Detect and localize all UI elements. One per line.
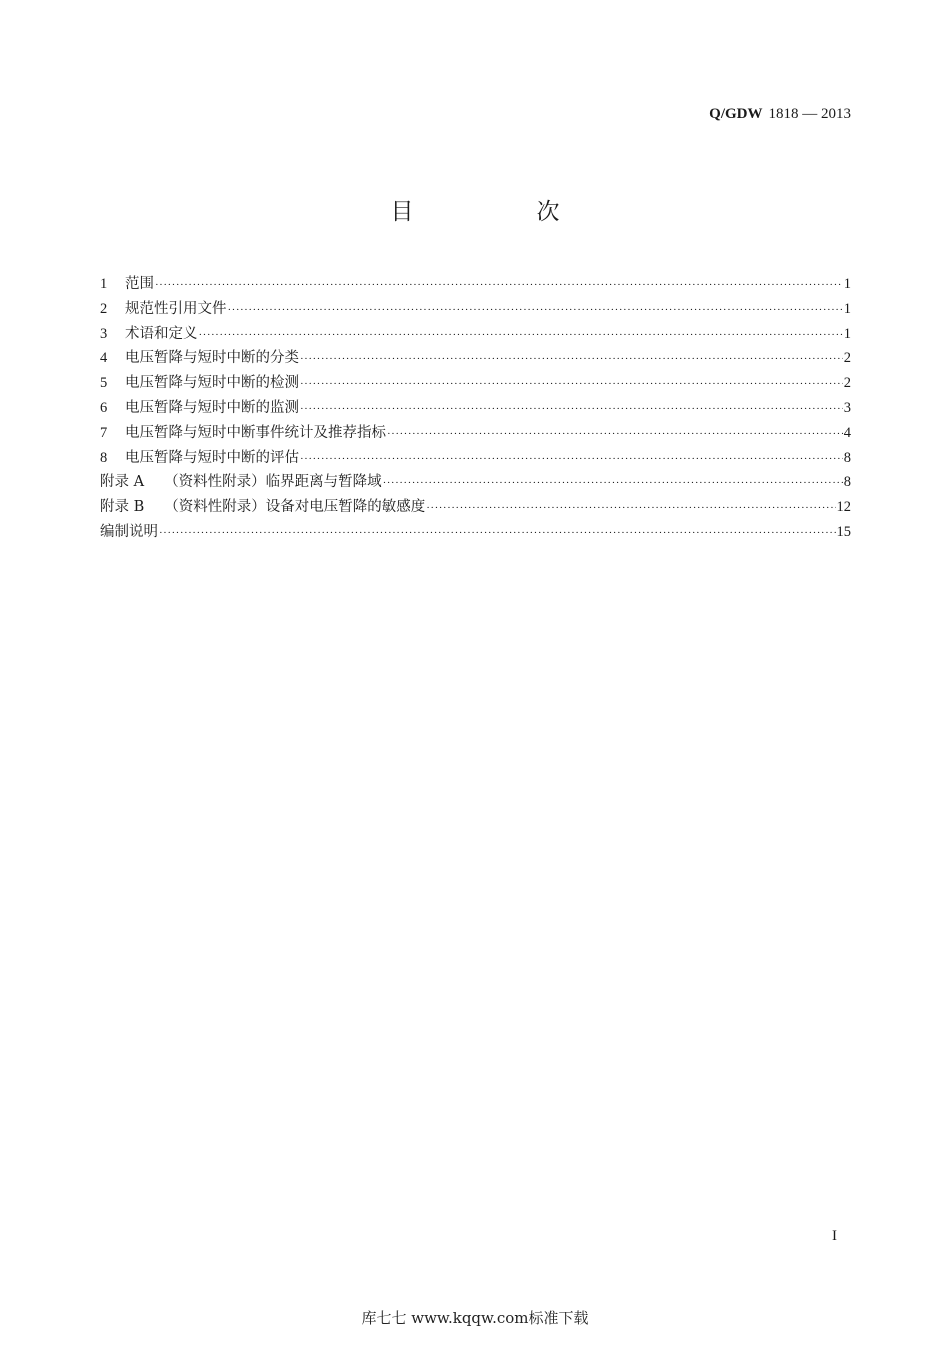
toc-entry-number: 8 [100, 449, 108, 466]
toc-entry-appendix-prefix: 附录 A [100, 474, 145, 491]
toc-entry-page: 15 [836, 523, 851, 540]
toc-dot-leader [300, 371, 843, 397]
toc-entry[interactable] [100, 396, 851, 421]
toc-entry-page: 1 [843, 276, 851, 292]
toc-entry-label: 术语和定义 [125, 325, 198, 342]
toc-entry-appendix-prefix: 附录 B [100, 499, 145, 516]
toc-entry-appendix[interactable] [100, 495, 851, 520]
toc-entry-appendix[interactable] [100, 470, 851, 495]
toc-entry-page: 3 [843, 399, 851, 416]
toc-entry-label: 电压暂降与短时中断事件统计及推荐指标 [125, 424, 386, 441]
toc-entry-page: 4 [843, 424, 851, 441]
toc-entry-label: （资料性附录）设备对电压暂降的敏感度 [164, 499, 426, 516]
toc-entry-number: 3 [100, 325, 108, 342]
toc-entry[interactable] [100, 272, 851, 297]
footer-watermark: 库七七 www.kqqw.com标准下载 [361, 1309, 589, 1327]
toc-entry[interactable] [100, 371, 851, 396]
toc-entry-number: 4 [100, 350, 108, 367]
toc-dot-leader [383, 470, 843, 496]
toc-entry-label: 范围 [125, 276, 154, 292]
toc-entry[interactable] [100, 421, 851, 446]
toc-entry-number: 1 [100, 276, 108, 292]
toc-entry-number: 7 [100, 424, 108, 441]
toc-entry-number: 5 [100, 375, 108, 392]
toc-entry-label: 规范性引用文件 [125, 300, 227, 317]
toc-entry-page: 8 [843, 474, 851, 491]
toc-entry-page: 8 [843, 449, 851, 466]
page-number: I [832, 1228, 837, 1244]
toc-entry-page: 1 [843, 325, 851, 342]
toc-entry-label: 编制说明 [100, 523, 158, 540]
standard-number: 1818 — 2013 [768, 106, 851, 122]
toc-entry-number: 2 [100, 300, 108, 317]
toc-entry-label: 电压暂降与短时中断的检测 [125, 375, 299, 392]
toc-dot-leader [387, 421, 843, 447]
toc-dot-leader [426, 495, 835, 521]
toc-dot-leader [300, 346, 843, 372]
toc-title: 目 次 [390, 199, 610, 225]
toc-entry[interactable] [100, 297, 851, 322]
toc-dot-leader [159, 520, 836, 546]
toc-dot-leader [300, 446, 843, 472]
toc-entry[interactable] [100, 520, 851, 545]
toc-dot-leader [155, 272, 843, 298]
toc-entry[interactable] [100, 346, 851, 371]
toc-entry-number: 6 [100, 399, 108, 416]
standard-code [709, 104, 851, 123]
toc-entry-label: 电压暂降与短时中断的评估 [125, 449, 299, 466]
toc-entry-page: 2 [843, 350, 851, 367]
toc-entry-page: 2 [843, 375, 851, 392]
toc-dot-leader [228, 297, 843, 323]
toc-entry-label: （资料性附录）临界距离与暂降域 [164, 474, 382, 491]
toc-entry[interactable] [100, 322, 851, 347]
toc-entry-label: 电压暂降与短时中断的监测 [125, 399, 299, 416]
toc-dot-leader [300, 396, 843, 422]
toc-entry-page: 1 [843, 300, 851, 317]
standard-org-code: Q/GDW [709, 106, 763, 122]
toc-dot-leader [199, 322, 843, 348]
table-of-contents [100, 272, 851, 545]
toc-entry[interactable] [100, 446, 851, 471]
toc-entry-label: 电压暂降与短时中断的分类 [125, 350, 299, 367]
toc-entry-page: 12 [836, 499, 851, 516]
